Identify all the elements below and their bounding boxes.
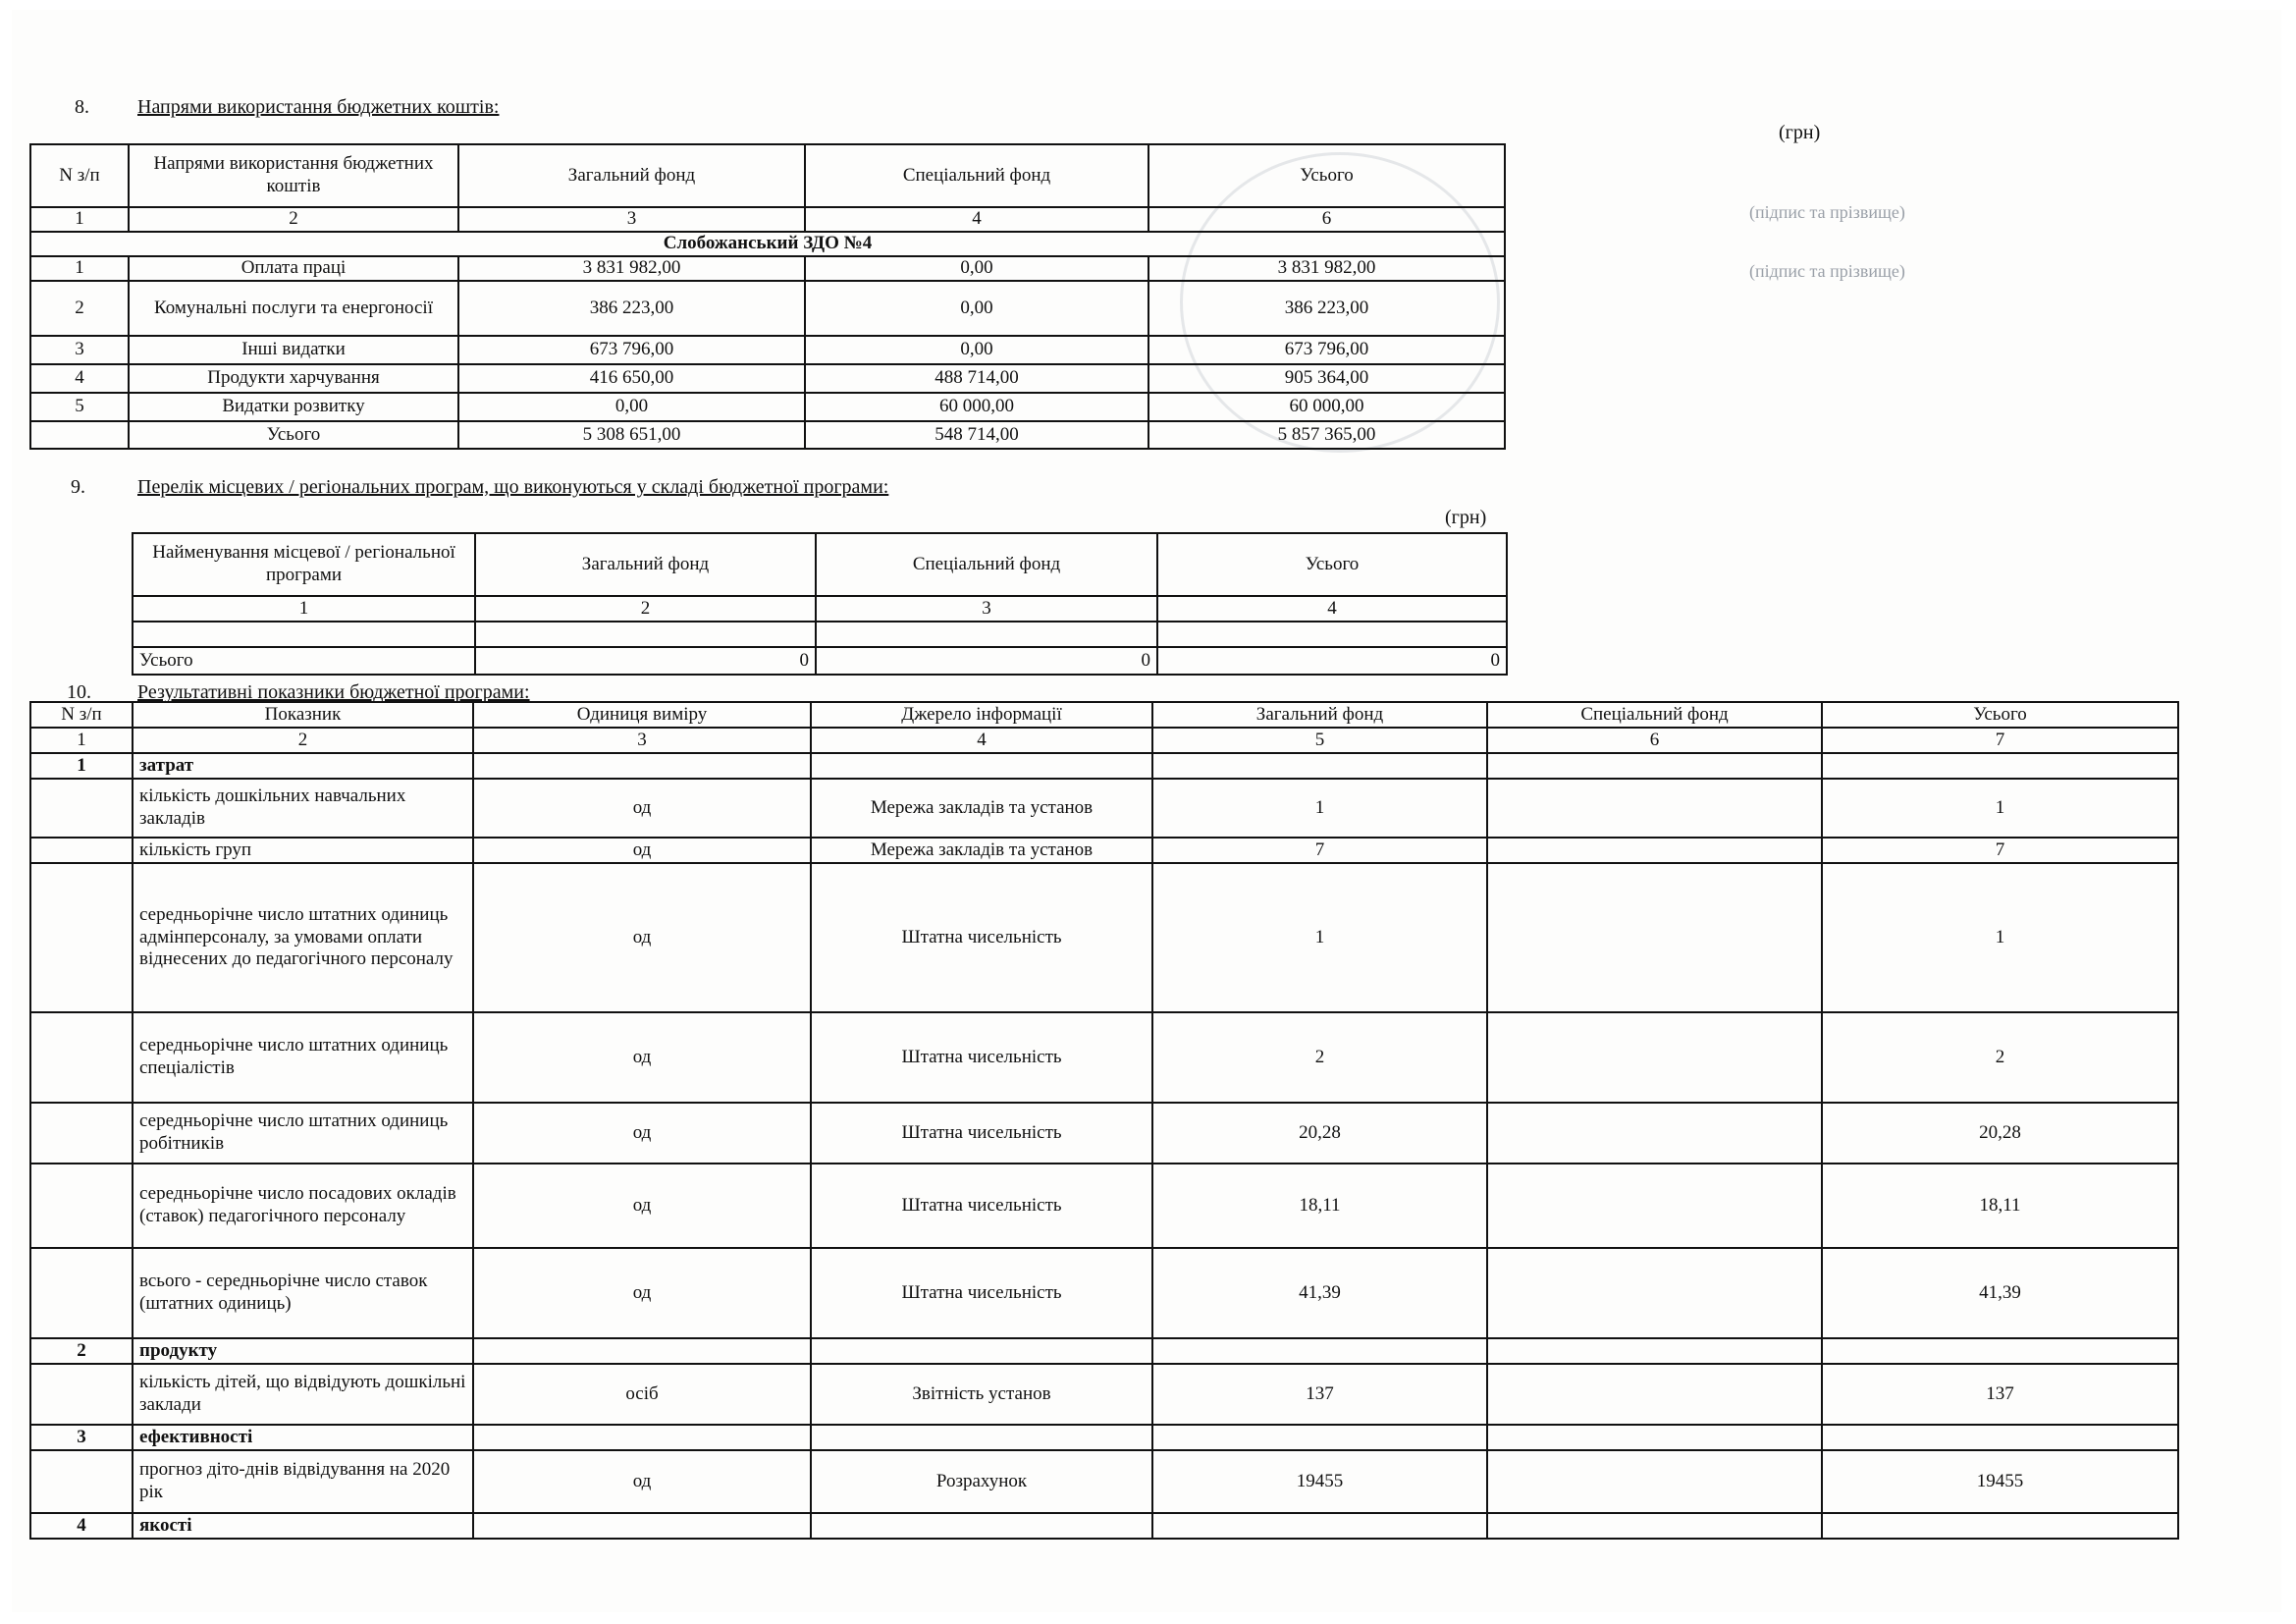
special-fund	[1487, 1164, 1822, 1248]
indicator-unit: од	[473, 863, 811, 1012]
general-fund: 1	[1152, 779, 1487, 838]
column-number-row	[30, 207, 1505, 232]
total: 3 831 982,00	[1148, 256, 1505, 281]
colnum-cell: 5	[1152, 728, 1487, 753]
indicator-source: Штатна чисельність	[811, 1248, 1152, 1338]
colnum-cell: 4	[1157, 596, 1507, 622]
group-name: якості	[133, 1513, 473, 1539]
general-fund: 2	[1152, 1012, 1487, 1103]
special-fund	[1487, 1012, 1822, 1103]
total: 1	[1822, 779, 2178, 838]
special-fund	[1487, 863, 1822, 1012]
table-row	[30, 256, 1505, 281]
indicator-source: Мережа закладів та установ	[811, 779, 1152, 838]
group-name: ефективності	[133, 1425, 473, 1450]
indicator-source: Штатна чисельність	[811, 1164, 1152, 1248]
indicator-unit: од	[473, 1248, 811, 1338]
section-9-unit: (грн)	[1445, 507, 1487, 528]
total: 137	[1822, 1364, 2178, 1425]
colnum-cell: 1	[133, 596, 475, 622]
table-row	[30, 364, 1505, 393]
header-cell: Спеціальний фонд	[816, 533, 1157, 596]
header-cell: Джерело інформації	[811, 702, 1152, 728]
table-row	[30, 1364, 2178, 1425]
header-cell: Усього	[1157, 533, 1507, 596]
indicator-source: Штатна чисельність	[811, 863, 1152, 1012]
general-fund: 1	[1152, 863, 1487, 1012]
colnum-cell: 3	[458, 207, 805, 232]
institution-name: Слобожанський ЗДО №4	[30, 232, 1505, 256]
colnum-cell: 1	[30, 728, 133, 753]
direction-name: Інші видатки	[129, 336, 458, 364]
general-fund: 386 223,00	[458, 281, 805, 336]
indicator-unit: од	[473, 838, 811, 863]
total: 0	[1157, 647, 1507, 675]
indicator-source: Штатна чисельність	[811, 1012, 1152, 1103]
bleed-text-2: (підпис та прізвище)	[1749, 261, 1905, 281]
special-fund	[1487, 1248, 1822, 1338]
special-fund	[1487, 1450, 1822, 1513]
header-cell: N з/п	[30, 702, 133, 728]
special-fund	[1487, 838, 1822, 863]
special-fund: 0,00	[805, 281, 1148, 336]
special-fund: 548 714,00	[805, 421, 1148, 449]
table-row	[30, 336, 1505, 364]
institution-row	[30, 232, 1505, 256]
column-number-row	[133, 596, 1507, 622]
colnum-cell: 6	[1487, 728, 1822, 753]
general-fund: 7	[1152, 838, 1487, 863]
row-number: 4	[30, 364, 129, 393]
colnum-cell: 4	[811, 728, 1152, 753]
colnum-cell: 1	[30, 207, 129, 232]
special-fund	[1487, 1103, 1822, 1164]
table-header-row	[30, 144, 1505, 207]
header-cell: Спеціальний фонд	[805, 144, 1148, 207]
group-name: затрат	[133, 753, 473, 779]
colnum-cell: 7	[1822, 728, 2178, 753]
indicator-unit: од	[473, 779, 811, 838]
group-number: 3	[30, 1425, 133, 1450]
general-fund: 19455	[1152, 1450, 1487, 1513]
header-cell: Загальний фонд	[475, 533, 816, 596]
colnum-cell: 4	[805, 207, 1148, 232]
direction-name: Усього	[129, 421, 458, 449]
row-number: 2	[30, 281, 129, 336]
header-cell: N з/п	[30, 144, 129, 207]
special-fund: 0	[816, 647, 1157, 675]
empty-row	[133, 622, 1507, 647]
general-fund: 673 796,00	[458, 336, 805, 364]
indicator-name: середньорічне число штатних одиниць спеціалістів	[133, 1012, 473, 1103]
total: 905 364,00	[1148, 364, 1505, 393]
total: 673 796,00	[1148, 336, 1505, 364]
header-cell: Найменування місцевої / регіональної програми	[133, 533, 475, 596]
section-10-number: 10.	[67, 681, 91, 703]
header-cell: Одиниця виміру	[473, 702, 811, 728]
header-cell: Напрями використання бюджетних коштів	[129, 144, 458, 207]
row-number: 3	[30, 336, 129, 364]
column-number-row	[30, 728, 2178, 753]
special-fund: 60 000,00	[805, 393, 1148, 421]
header-cell: Усього	[1822, 702, 2178, 728]
group-number: 1	[30, 753, 133, 779]
header-cell: Усього	[1148, 144, 1505, 207]
group-name: продукту	[133, 1338, 473, 1364]
special-fund	[1487, 1364, 1822, 1425]
group-row	[30, 1513, 2178, 1539]
total: 19455	[1822, 1450, 2178, 1513]
indicator-source: Звітність установ	[811, 1364, 1152, 1425]
group-row	[30, 753, 2178, 779]
indicator-name: кількість дошкільних навчальних закладів	[133, 779, 473, 838]
group-number: 4	[30, 1513, 133, 1539]
general-fund: 0,00	[458, 393, 805, 421]
header-cell: Спеціальний фонд	[1487, 702, 1822, 728]
table-row	[30, 1103, 2178, 1164]
table-row	[30, 838, 2178, 863]
colnum-cell: 6	[1148, 207, 1505, 232]
indicator-name: прогноз діто-днів відвідування на 2020 рік	[133, 1450, 473, 1513]
section-9-number: 9.	[71, 476, 85, 498]
general-fund: 41,39	[1152, 1248, 1487, 1338]
table-row	[30, 779, 2178, 838]
direction-name: Видатки розвитку	[129, 393, 458, 421]
header-cell: Загальний фонд	[1152, 702, 1487, 728]
total: 60 000,00	[1148, 393, 1505, 421]
total: 20,28	[1822, 1103, 2178, 1164]
indicator-unit: од	[473, 1450, 811, 1513]
table-row	[30, 393, 1505, 421]
bleed-text-1: (підпис та прізвище)	[1749, 202, 1905, 222]
row-number: 1	[30, 256, 129, 281]
colnum-cell: 3	[473, 728, 811, 753]
special-fund: 488 714,00	[805, 364, 1148, 393]
table-row	[30, 1012, 2178, 1103]
special-fund: 0,00	[805, 336, 1148, 364]
section-10-title: Результативні показники бюджетної програми:	[137, 681, 530, 703]
total: 386 223,00	[1148, 281, 1505, 336]
indicator-unit: од	[473, 1012, 811, 1103]
general-fund: 3 831 982,00	[458, 256, 805, 281]
local-programs-table	[132, 532, 1508, 676]
special-fund	[1487, 779, 1822, 838]
indicator-name: кількість дітей, що відвідують дошкільні заклади	[133, 1364, 473, 1425]
table-row	[30, 1164, 2178, 1248]
general-fund: 5 308 651,00	[458, 421, 805, 449]
section-9-title: Перелік місцевих / регіональних програм, що виконуються у складі бюджетної програми:	[137, 476, 889, 498]
indicator-source: Мережа закладів та установ	[811, 838, 1152, 863]
direction-name: Оплата праці	[129, 256, 458, 281]
indicator-name: всього - середньорічне число ставок (штатних одиниць)	[133, 1248, 473, 1338]
general-fund: 0	[475, 647, 816, 675]
section-8-unit: (грн)	[1779, 122, 1821, 143]
table-row	[30, 863, 2178, 1012]
indicator-unit: осіб	[473, 1364, 811, 1425]
table-row	[30, 1450, 2178, 1513]
total: 2	[1822, 1012, 2178, 1103]
colnum-cell: 3	[816, 596, 1157, 622]
direction-name: Продукти харчування	[129, 364, 458, 393]
performance-indicators-table	[29, 701, 2179, 1540]
indicator-name: середньорічне число посадових окладів (ставок) педагогічного персоналу	[133, 1164, 473, 1248]
header-cell: Показник	[133, 702, 473, 728]
header-cell: Загальний фонд	[458, 144, 805, 207]
indicator-name: середньорічне число штатних одиниць робітників	[133, 1103, 473, 1164]
total: 1	[1822, 863, 2178, 1012]
table-row	[30, 1248, 2178, 1338]
table-header-row	[30, 702, 2178, 728]
document-page	[12, 10, 2281, 1612]
indicator-name: кількість груп	[133, 838, 473, 863]
colnum-cell: 2	[475, 596, 816, 622]
total-label: Усього	[133, 647, 475, 675]
total: 18,11	[1822, 1164, 2178, 1248]
table-total-row	[133, 647, 1507, 675]
indicator-unit: од	[473, 1164, 811, 1248]
general-fund: 20,28	[1152, 1103, 1487, 1164]
direction-name: Комунальні послуги та енергоносії	[129, 281, 458, 336]
special-fund: 0,00	[805, 256, 1148, 281]
general-fund: 137	[1152, 1364, 1487, 1425]
indicator-unit: од	[473, 1103, 811, 1164]
general-fund: 416 650,00	[458, 364, 805, 393]
row-number	[30, 421, 129, 449]
budget-directions-table	[29, 143, 1506, 450]
row-number: 5	[30, 393, 129, 421]
group-row	[30, 1338, 2178, 1364]
colnum-cell: 2	[129, 207, 458, 232]
group-row	[30, 1425, 2178, 1450]
total: 7	[1822, 838, 2178, 863]
colnum-cell: 2	[133, 728, 473, 753]
group-number: 2	[30, 1338, 133, 1364]
section-8-number: 8.	[75, 96, 89, 118]
table-total-row	[30, 421, 1505, 449]
section-8-title: Напрями використання бюджетних коштів:	[137, 96, 500, 118]
total: 41,39	[1822, 1248, 2178, 1338]
general-fund: 18,11	[1152, 1164, 1487, 1248]
table-row	[30, 281, 1505, 336]
total: 5 857 365,00	[1148, 421, 1505, 449]
indicator-source: Розрахунок	[811, 1450, 1152, 1513]
indicator-name: середньорічне число штатних одиниць адмінперсоналу, за умовами оплати віднесених до педагогічного персоналу	[133, 863, 473, 1012]
table-header-row	[133, 533, 1507, 596]
indicator-source: Штатна чисельність	[811, 1103, 1152, 1164]
